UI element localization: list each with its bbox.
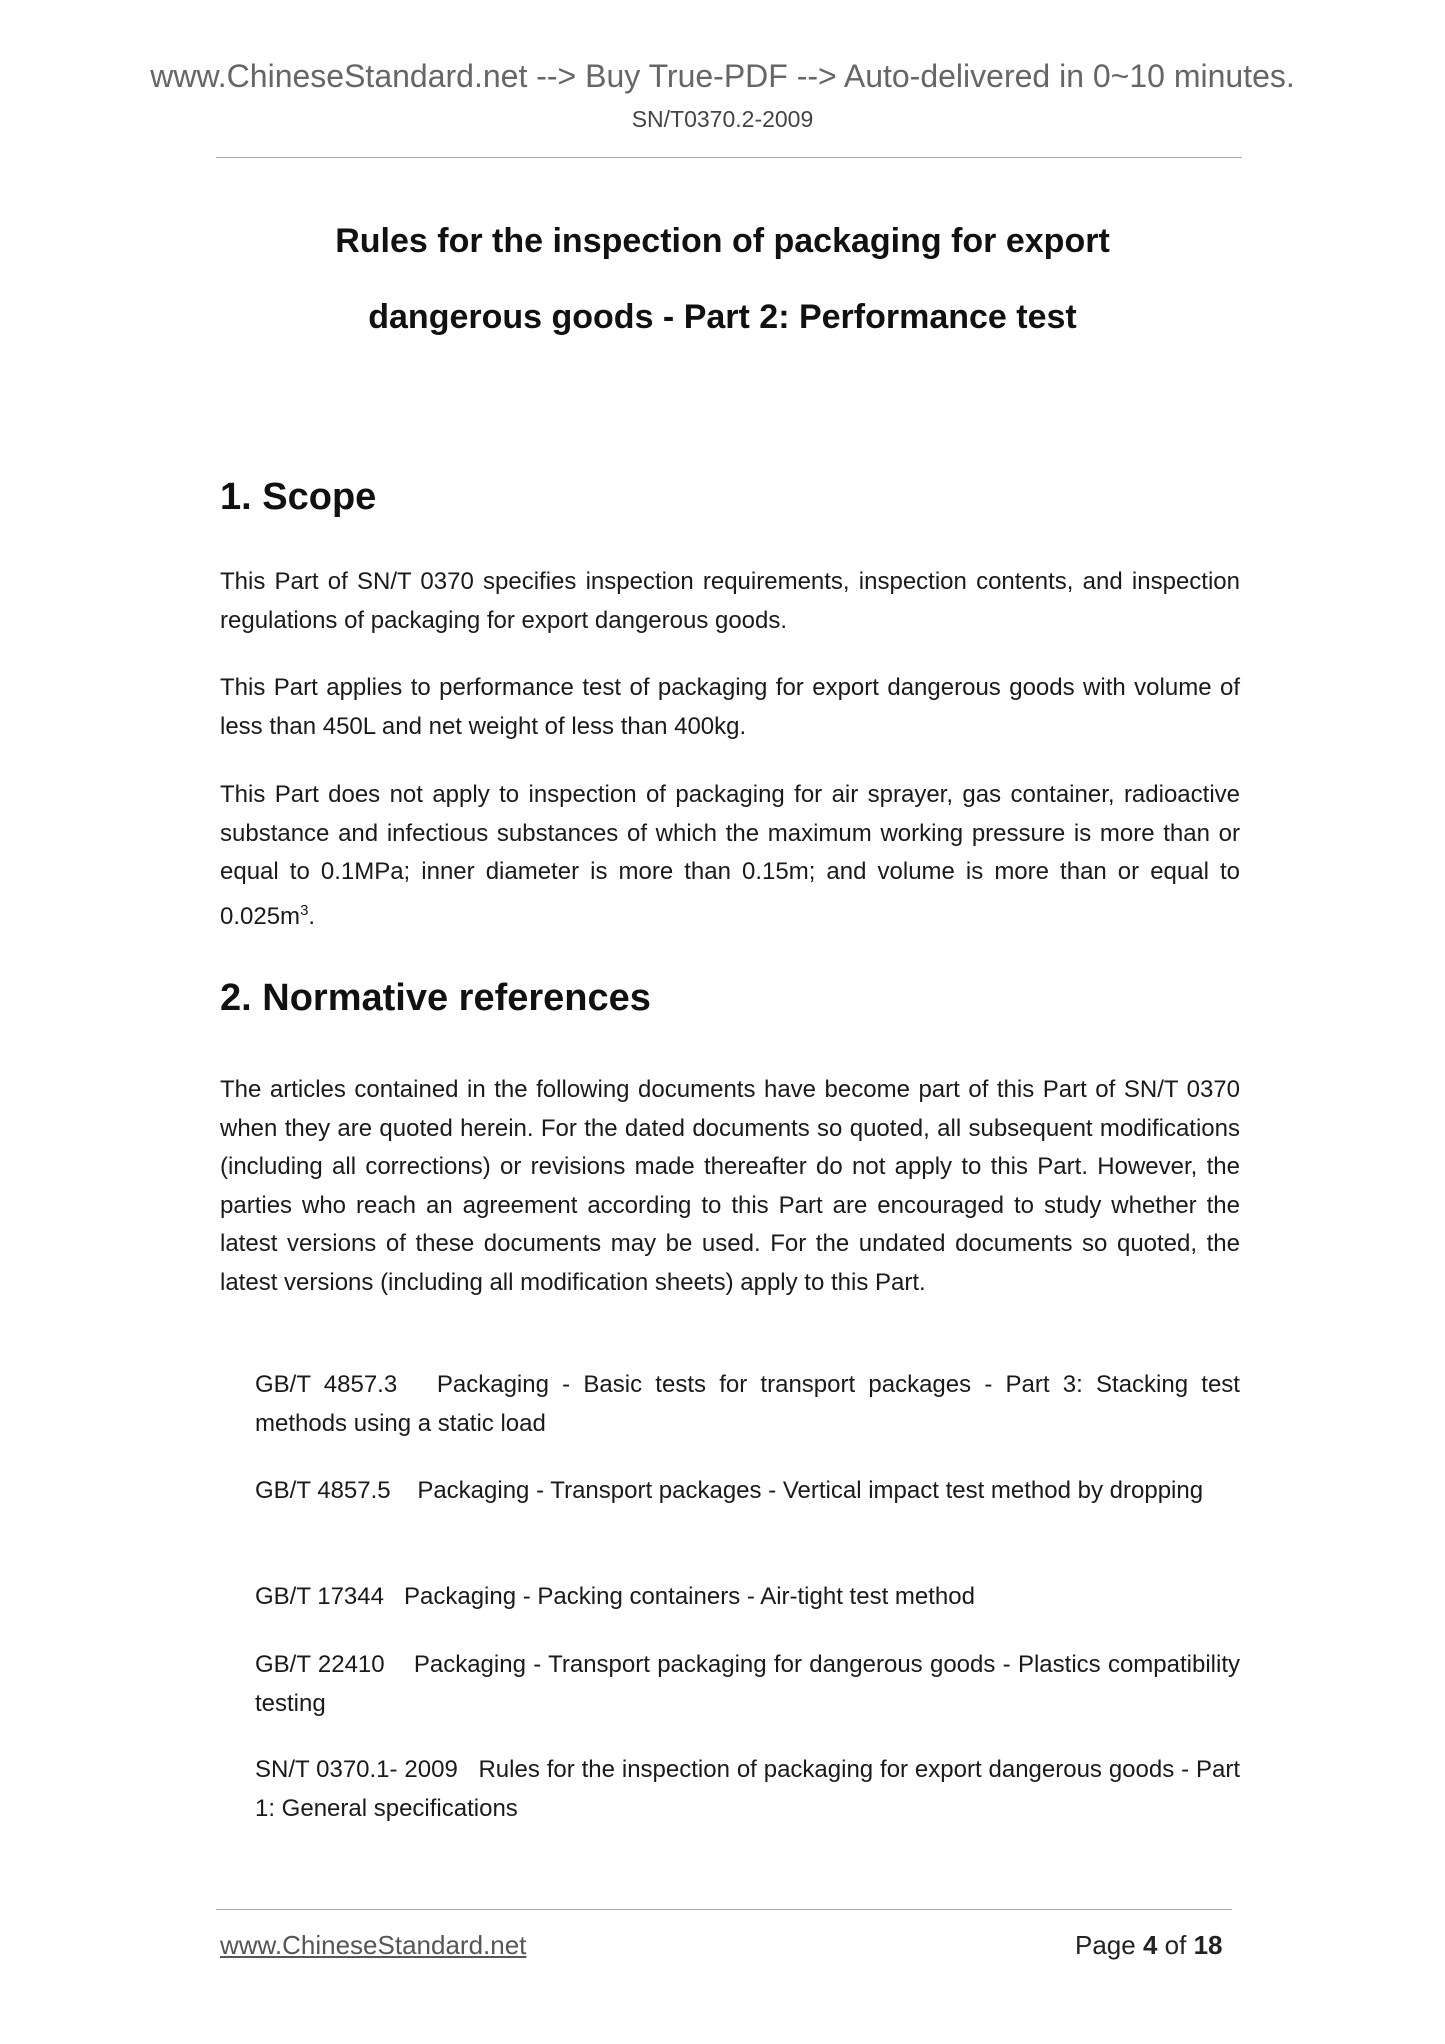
page-total: 18 [1193, 1930, 1223, 1960]
page-prefix: Page [1075, 1930, 1143, 1960]
header-promo-text: www.ChineseStandard.net --> Buy True-PDF --> Auto-delivered in 0~10 minutes. [150, 58, 1295, 94]
reference-title: Rules for the inspection of packaging for export dangerous goods - Part 1: General specifications [255, 1756, 1240, 1822]
reference-title: Packaging - Packing containers - Air-tight test method [404, 1583, 975, 1610]
reference-code: GB/T 17344 [255, 1583, 384, 1610]
reference-item [255, 1578, 1240, 1617]
header-divider [216, 157, 1242, 158]
normative-references-paragraph: The articles contained in the following documents have become part of this Part of SN/T 0370 when they are quoted herein. For the dated documents so quoted, all subsequent modifications (including all corrections) or revisions made thereafter do not apply to this Part. However, the parties who reach an agreement according to this Part are encouraged to study whether the latest versions of these documents may be used. For the undated documents so quoted, the latest versions (including all modification sheets) apply to this Part. [220, 1076, 1240, 1296]
footer-website-link[interactable]: www.ChineseStandard.net [220, 1930, 527, 1960]
reference-item [255, 1751, 1240, 1828]
page-number [1075, 1930, 1222, 1961]
reference-item [255, 1366, 1240, 1443]
normative-references-heading: 2. Normative references [220, 977, 651, 1019]
scope-paragraph-3 [220, 776, 1240, 936]
document-title-line-1: Rules for the inspection of packaging for export [335, 222, 1110, 260]
superscript-exponent: 3 [300, 901, 309, 919]
scope-paragraph-2: This Part applies to performance test of packaging for export dangerous goods with volume of less than 450L and net weight of less than 400kg. [220, 674, 1240, 740]
reference-code: GB/T 4857.5 [255, 1477, 391, 1504]
page-of: of [1157, 1930, 1194, 1960]
scope-heading: 1. Scope [220, 476, 377, 518]
page-current: 4 [1142, 1930, 1158, 1960]
document-title-line-2: dangerous goods - Part 2: Performance test [368, 298, 1077, 336]
reference-item [255, 1472, 1240, 1511]
scope-paragraph-3-text: This Part does not apply to inspection of packaging for air sprayer, gas container, radioactive substance and infectious substances of which the maximum working pressure is more than or equal to 0.1MPa; inner diameter is more than 0.15m; and volume is more than or equal to 0.025m [220, 781, 1240, 930]
header-standard-code: SN/T0370.2-2009 [631, 106, 814, 132]
reference-code: GB/T 22410 [255, 1651, 385, 1678]
reference-title: Packaging - Transport packages - Vertical impact test method by dropping [417, 1477, 1204, 1504]
reference-code: SN/T 0370.1- 2009 [255, 1756, 458, 1783]
scope-paragraph-3-end: . [308, 902, 316, 930]
scope-paragraph-1: This Part of SN/T 0370 specifies inspection requirements, inspection contents, and inspection regulations of packaging for export dangerous goods. [220, 568, 1240, 634]
reference-title: Packaging - Basic tests for transport packages - Part 3: Stacking test methods using a static load [255, 1371, 1240, 1437]
reference-code: GB/T 4857.3 [255, 1371, 398, 1398]
reference-item [255, 1646, 1240, 1723]
reference-title: Packaging - Transport packaging for dangerous goods - Plastics compatibility testing [255, 1651, 1240, 1717]
footer-divider [216, 1909, 1232, 1910]
